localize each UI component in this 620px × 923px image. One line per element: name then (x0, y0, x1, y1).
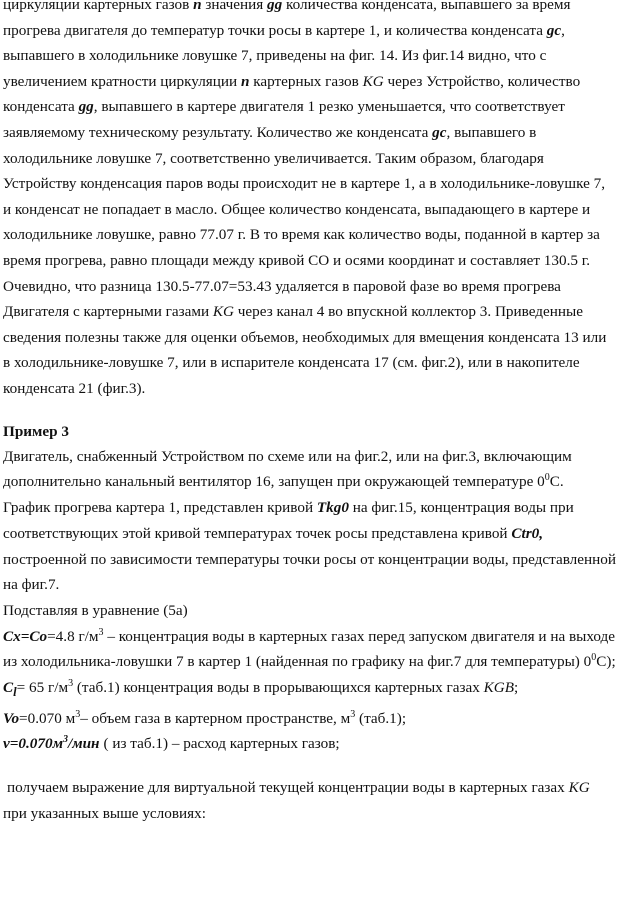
var-n: n (240, 72, 250, 90)
superscript: 3 (75, 708, 81, 720)
text-run: – объем газа в картерном пространстве, м (80, 709, 351, 727)
text-run: ( из таб.1) – расход картерных газов; (103, 735, 340, 753)
text-run: картерных газов (249, 72, 363, 90)
text-run: , выпавшего в холодильнике ловушке 7, приведены на фиг. 14. Из фиг.14 видно, что с увеличением кратности циркуляции (3, 21, 565, 90)
var-v: v=0.070м (3, 735, 63, 753)
superscript: 3 (350, 708, 356, 720)
var-n: n (193, 0, 202, 13)
var-kgb: KGB (483, 679, 515, 697)
var-tkg0: Tkg0 (316, 499, 349, 517)
text-run: С); (596, 653, 616, 671)
var-gg: gg (267, 0, 283, 13)
text-run: через канал 4 во впускной коллектор 3. Приведенные сведения полезны также для оценки объемов, необходимых для вмещения конденсата 13 или в холодильнике-ловушке 7, или в испарителе конденсата 17 (см. фиг.2), или в накопителе конденсата 21 (фиг.3). (3, 303, 607, 397)
text-run: количества конденсата, выпавшего за время прогрева двигателя до температур точки росы в картере 1, и количества конденсата (3, 0, 571, 39)
text-run: ; (514, 679, 519, 697)
var-gg: gg (78, 98, 94, 116)
paragraph-2 (0, 444, 620, 599)
superscript: 3 (62, 734, 68, 746)
section-heading: Пример 3 (3, 422, 69, 440)
text-run: циркуляции картерных газов (3, 0, 194, 13)
text-run: График прогрева картера 1, представлен кривой (3, 499, 317, 517)
text-run: = 65 г/м (16, 679, 69, 697)
text-run: (таб.1); (355, 709, 407, 727)
var-gc: gc (432, 123, 447, 141)
text-run: , выпавшего в картере двигателя 1 резко уменьшается, что соответствует заявляемому техническому результату. Количество же конденсата (3, 98, 565, 141)
text-run: на фиг.15, концентрация воды при соответствующих этой кривой температурах точек росы представлена кривой (3, 499, 574, 542)
text-run: значения (201, 0, 268, 13)
var-kg: KG (362, 72, 384, 90)
var-kg: KG (212, 303, 234, 321)
paragraph-4 (0, 775, 620, 827)
paragraph-1 (0, 0, 620, 402)
var-v-unit: /мин (67, 735, 100, 753)
superscript: 3 (98, 626, 104, 638)
superscript: 0 (544, 472, 550, 484)
subscript: l (13, 685, 17, 700)
var-cx-co: Cx=Co (3, 627, 48, 645)
text-run: (таб.1) концентрация воды в прорывающихся картерных газах (73, 679, 484, 697)
superscript: 0 (591, 652, 597, 664)
text-run: =4.8 г/м (47, 627, 99, 645)
var-kg: KG (568, 778, 590, 796)
text-run: через Устройство, количество конденсата (3, 72, 581, 116)
var-vo: Vo (3, 709, 20, 727)
superscript: 3 (68, 678, 74, 690)
var-gc: gc (546, 21, 562, 39)
text-run: =0.070 м (19, 709, 76, 727)
text-run: , выпавшего в холодильнике ловушке 7, соответственно увеличивается. Таким образом, благодаря Устройству конденсация паров воды происходит не в картере 1, а в холодильнике-ловушке 7, и конденсат не попадает в масло. Общее количество конденсата, выпадающего в картере и холодильнике ловушке, равно 77.07 г. В то время как количество воды, поданной в картер за время прогрева, равно площади между кривой СО и осями координат и составляет 130.5 г. Очевидно, что разница 130.5-77.07=53.43 удаляется в паровой фазе во время прогрева Двигателя с картерными газами (3, 123, 605, 321)
paragraph-3 (0, 598, 620, 757)
text-run: Подставляя в уравнение (5а) (3, 602, 188, 620)
text-run: – концентрация воды в картерных газах перед запуском двигателя и на выходе из холодильника-ловушки 7 в картер 1 (найденная по графику на фиг.7 для температуры) 0 (3, 627, 616, 671)
text-run: построенной по зависимости температуры точки росы от концентрации воды, представленной на фиг.7. (3, 550, 616, 594)
var-ctr0: Ctr0, (511, 524, 543, 542)
text-run: Двигатель, снабженный Устройством по схеме или на фиг.2, или на фиг.3, включающим дополнительно канальный вентилятор 16, запущен при окружающей температуре 0 (3, 447, 572, 491)
text-run: С. (549, 473, 564, 491)
text-run: при указанных выше условиях: (3, 804, 206, 822)
var-c: C (3, 679, 14, 697)
text-run: получаем выражение для виртуальной текущей концентрации воды в картерных газах (7, 778, 569, 796)
